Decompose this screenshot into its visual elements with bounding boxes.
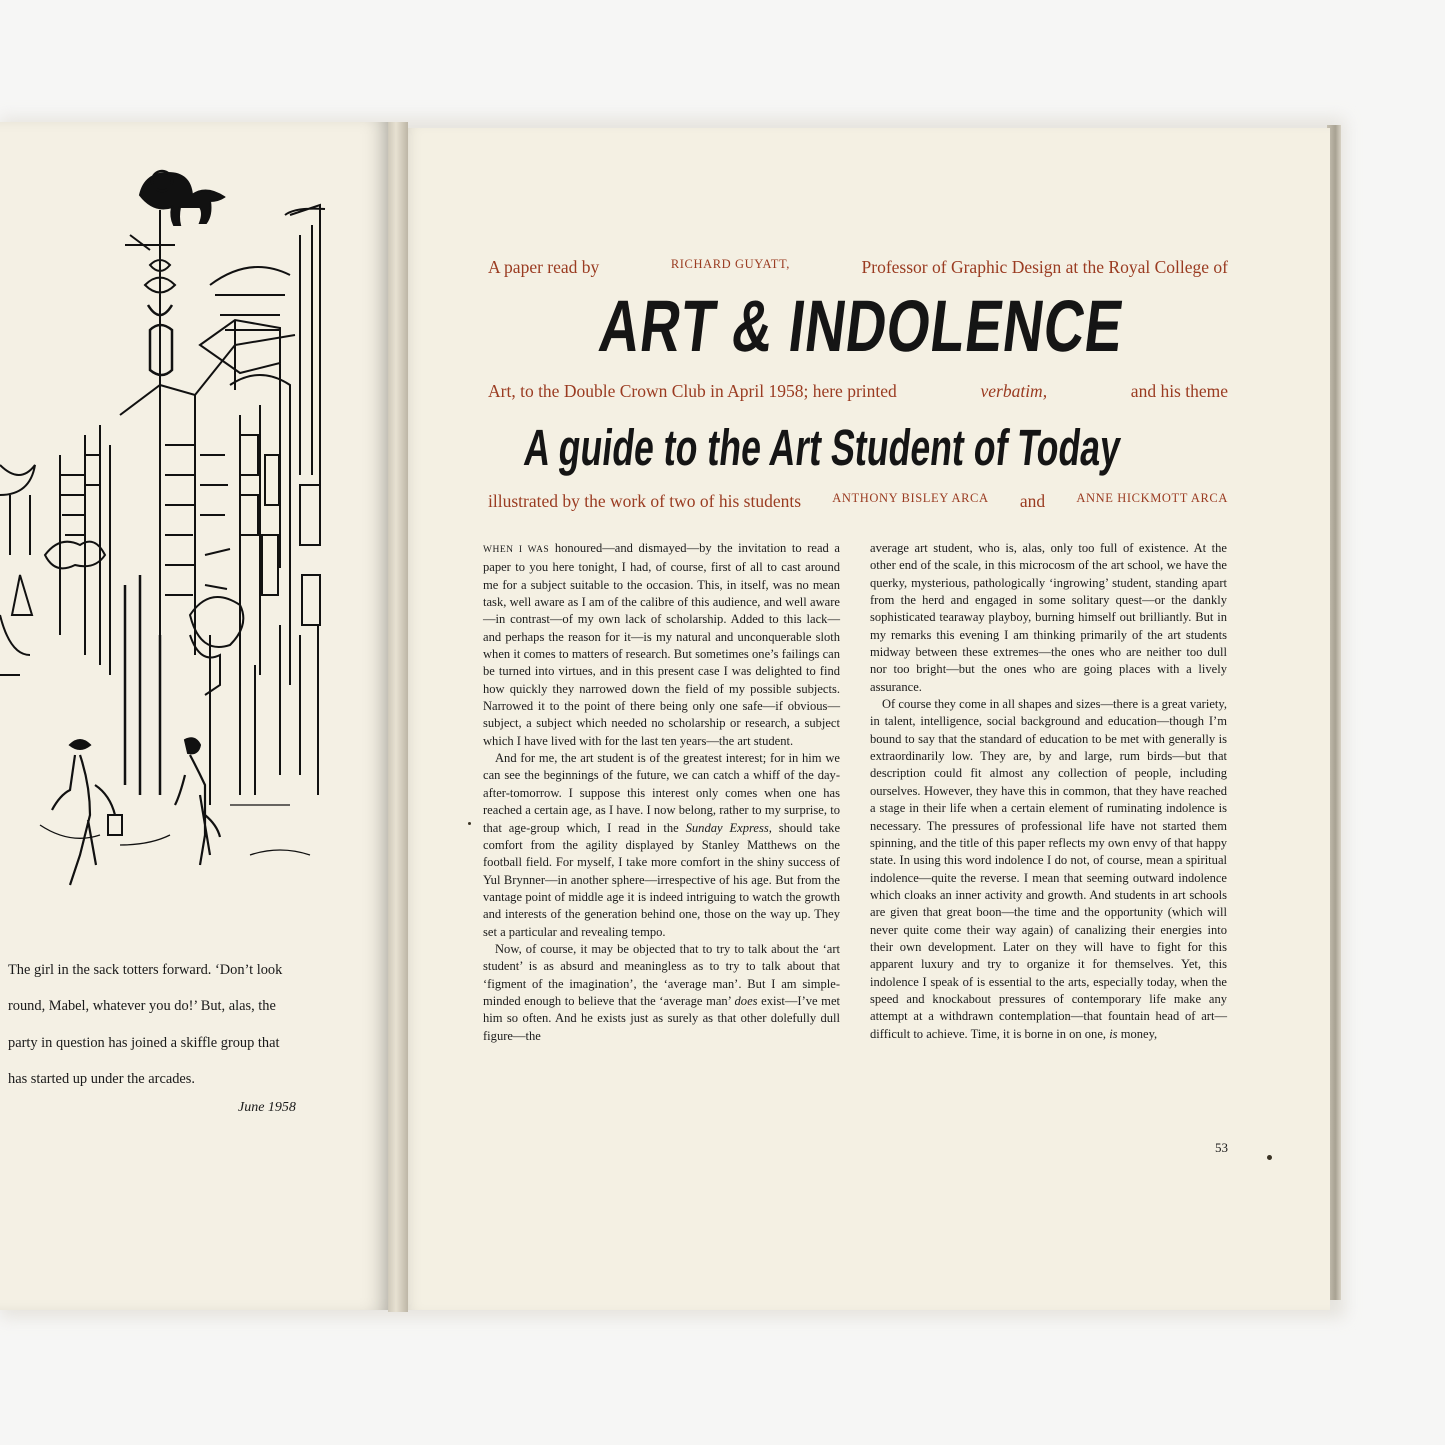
deck-text: Professor of Graphic Design at the Royal College of — [861, 257, 1228, 277]
paragraph-text: honoured—and dismayed—by the invitation to read a paper to you here tonight, I had, of course, first of all to cast around me for a subject suitable to the occasion. This, in itself, was no mean task, well aware as I am of the calibre of this audience, and well aware—in contrast—of my own lack of scholarship. Added to this lack—and perhaps the reason for it—is my natural and unconquerable sloth when it comes to matters of research. But sometimes one’s failings can be turned into virtues, and in this present case I was delighted to find how quickly they narrowed down the field of my possible subjects. Narrowed it to the point of there being only one safe—if obvious—subject, a subject which needed no scholarship or research, a subject which I have lived with for the last ten years—the art student. — [483, 541, 840, 748]
author-name: RICHARD GUYATT, — [670, 257, 790, 271]
paragraph-italic: does — [734, 993, 758, 1008]
student-name: ANNE HICKMOTT ARCA — [1076, 491, 1228, 505]
article-title: ART & INDOLENCE — [595, 286, 1128, 367]
lead-in: WHEN I WAS — [483, 545, 550, 555]
paper-speck — [468, 822, 471, 825]
paragraph-text: money, — [1120, 1026, 1158, 1041]
paragraph-text: should take comfort from the agility displayed by Stanley Matthews on the football field. For myself, I take more comfort in the shiny success of Yul Brynner—in another sphere—irrespective of his age. But from the vantage point of middle age it is indeed intriguing to watch the growth and interests of the generation behind one, those on the way up. They set a particular and revealing tempo. — [483, 820, 841, 939]
paragraph — [483, 941, 840, 1045]
paragraph-text: exist—I’ve met him so often. And he exists just as surely as that other dolefully dull figure—the — [483, 993, 840, 1043]
paragraph-italic: Sunday Express, — [685, 820, 772, 835]
paragraph-text: average art student, who is, alas, only too full of existence. At the other end of the scale, in this microcosm of the art school, we have the querky, mysterious, pathologically ‘ingrowing’ student, standing apart from the herd and engaged in some solitary quest—or the dankly sophisticated tearaway playboy, burning himself out brilliantly. But in my remarks this evening I am thinking primarily of the art students midway between these extremes—the ones who are neither too dull nor too bright—but the ones who are going places with a lively assurance. — [870, 541, 1227, 694]
page-number: 53 — [1215, 1140, 1228, 1155]
paragraph-text: And for me, the art student is of the greatest interest; for in him we can see the beginnings of the future, we can catch a whiff of the day-after-tomorrow. I suppose this interest only comes when one has reached a certain age, as I have. I now belong, rather to my surprise, to that age-group which, I read in the — [483, 751, 840, 835]
deck-line-3 — [488, 491, 1228, 512]
paragraph-text: Now, of course, it may be objected that to try to talk about the ‘art student’ is as absurd and meaningless as to try to talk about that ‘figment of the imagination’, the ‘average man’. But I am simple-minded enough to believe that the ‘average man’ — [483, 941, 840, 1008]
deck-text: Art, to the Double Crown Club in April 1958; here printed — [488, 381, 897, 401]
paragraph — [483, 540, 840, 750]
deck-text: A paper read by — [488, 257, 600, 277]
paragraph-italic: is — [1109, 1026, 1118, 1041]
paragraph — [870, 540, 1227, 696]
paragraph — [483, 750, 840, 941]
illustration-caption — [8, 952, 308, 1098]
deck-line-1 — [488, 257, 1228, 278]
body-column-right — [870, 540, 1227, 1043]
deck-italic: verbatim, — [980, 381, 1048, 401]
caption-line: has started up under the arcades. — [8, 1071, 196, 1088]
article-subtitle: A guide to the Art Student of Today — [521, 419, 1124, 476]
caption-date: June 1958 — [238, 1100, 296, 1115]
paragraph-text: Of course they come in all shapes and sizes—there is a great variety, in talent, intelligence, social background and education—though I’m bound to say that the standard of education to be met with generally is extraordinarily low. They are, by and large, rum birds—but that description could fit almost any collection of people, including ourselves. However, they have this in common, that they have reached a stage in their life when a certain element of ruminating indolence is necessary. The pressures of professional life have not started them spinning, and the title of this paper reflects my own envy of that happy state. In using this word indolence I do not, of course, mean a spiritual indolence—quite the reverse. I mean that seeming outward indolence which cloaks an inner activity and growth. And students in art schools are given that great boon—the time and the opportunity (which will never quite come their way again) of canalizing their energies into their own development. Later on they will have to fight for this apparent luxury and try to organize it for themselves. Yet, this indolence I speak of is essential to the arts, especially today, when the speed and knockabout pressures of contemporary life make any attempt at a withdrawn contemplation—that fountain head of art—difficult to achieve. Time, it is borne in on one, — [870, 697, 1227, 1041]
deck-text: illustrated by the work of two of his students — [488, 491, 802, 511]
book-gutter — [388, 122, 408, 1312]
deck-text: and — [1019, 491, 1046, 511]
street-scene-illustration — [0, 155, 340, 895]
body-column-left — [483, 540, 840, 1045]
caption-line: party in question has joined a skiffle group that — [8, 1034, 280, 1051]
caption-line: The girl in the sack totters forward. ‘Don’t look — [8, 962, 283, 978]
deck-text: and his theme — [1130, 381, 1228, 401]
student-name: ANTHONY BISLEY ARCA — [832, 491, 989, 505]
caption-line: round, Mabel, whatever you do!’ But, alas, the — [8, 998, 276, 1015]
paragraph — [870, 696, 1227, 1043]
deck-line-2 — [488, 381, 1228, 402]
paper-speck — [1267, 1155, 1272, 1160]
